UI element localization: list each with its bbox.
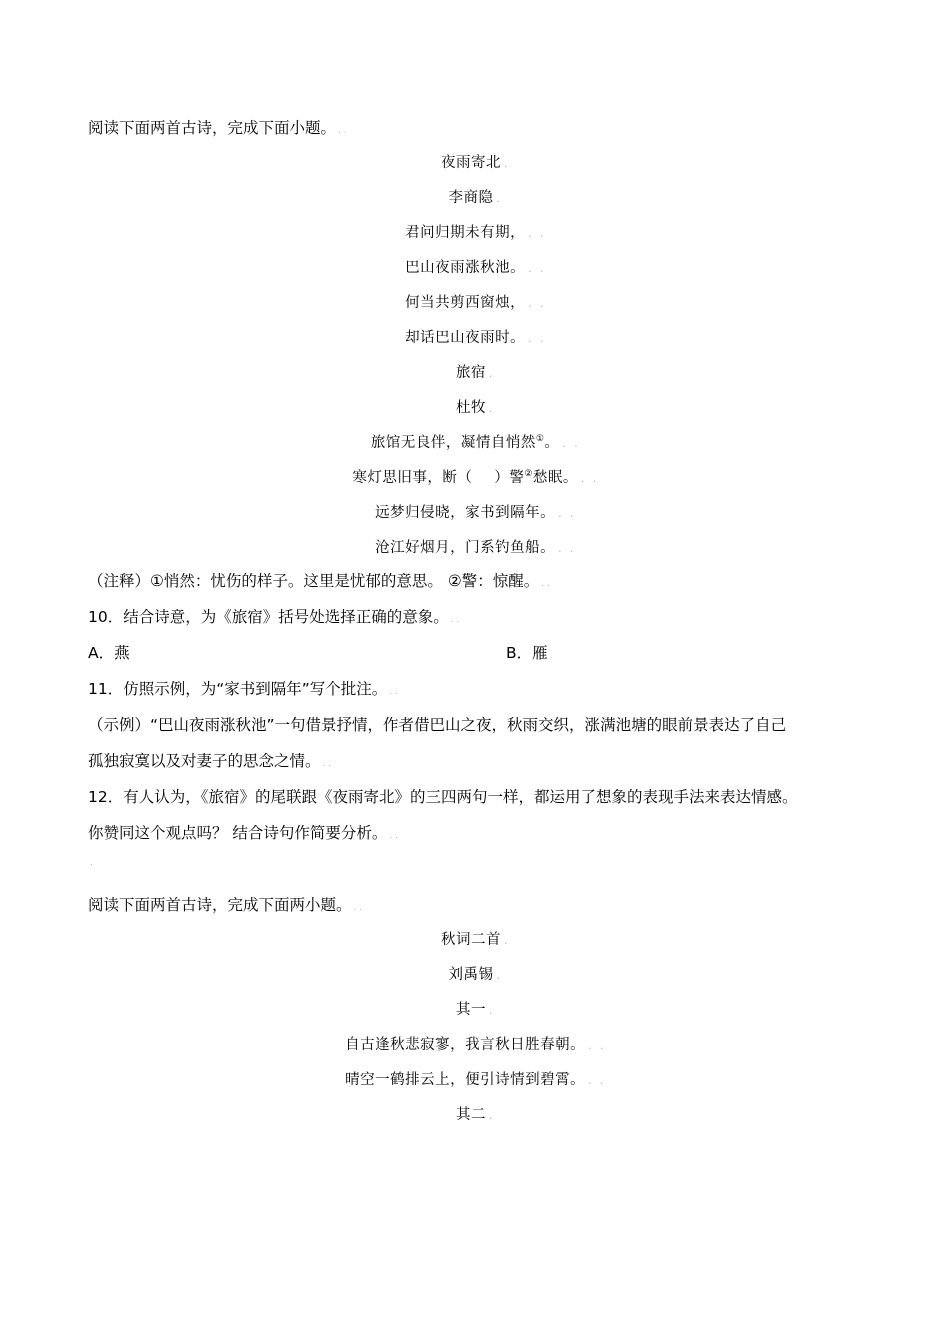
poem-line: 何当共剪西窗烛， . . — [405, 295, 545, 311]
poem-part-heading: 其一 . — [456, 1002, 494, 1018]
question-11: 11．仿照示例，为“家书到隔年”写个批注。 . . — [88, 680, 398, 698]
poem-author: 李商隐 . — [448, 190, 502, 206]
poem-line: 巴山夜雨涨秋池。 . . — [405, 260, 545, 276]
poem-line: 君问归期未有期， . . — [405, 225, 545, 241]
paragraph-mark: . — [90, 858, 93, 868]
question-12: 12．有人认为，《旅宿》的尾联跟《夜雨寄北》的三四两句一样，都运用了想象的表现手法来表达情感。 — [88, 788, 798, 806]
poem-title: 夜雨寄北 . — [441, 155, 509, 171]
poem-line: 远梦归侵晓，家书到隔年。 . . — [375, 505, 575, 521]
option-a[interactable]: A．燕 — [88, 644, 130, 662]
section-intro: 阅读下面两首古诗，完成下面两小题。 . . — [88, 896, 363, 914]
section-intro: 阅读下面两首古诗，完成下面小题。 . . — [88, 119, 347, 137]
poem-line: 旅馆无良伴，凝情自悄然①。 . . — [370, 434, 580, 451]
poem-author: 刘禹锡 . — [448, 967, 502, 983]
poem-author: 杜牧 . — [456, 400, 494, 416]
poem-title: 秋词二首 . — [441, 932, 509, 948]
option-b[interactable]: B．雁 . — [506, 644, 553, 662]
poem-part-heading: 其二 . — [456, 1107, 494, 1123]
annotation-note: （注释）①悄然：忧伤的样子。这里是忧郁的意思。 ②警：惊醒。 . . — [88, 572, 550, 590]
poem-line: 却话巴山夜雨时。 . . — [405, 330, 545, 346]
question-12: 你赞同这个观点吗？ 结合诗句作简要分析。 . . — [88, 824, 399, 842]
poem-line-with-blank: 寒灯思旧事，断（ ）警②愁眠。 . . — [352, 469, 598, 486]
question-11-example: （示例）“巴山夜雨涨秋池”一句借景抒情，作者借巴山之夜，秋雨交织，涨满池塘的眼前景表达了自己 — [88, 716, 787, 734]
poem-line: 沧江好烟月，门系钓鱼船。 . . — [375, 540, 575, 556]
poem-line: 晴空一鹤排云上，便引诗情到碧霄。 . . — [345, 1072, 605, 1088]
poem-title: 旅宿 . — [456, 365, 494, 381]
question-11-example: 孤独寂寞以及对妻子的思念之情。 . . — [88, 752, 332, 770]
question-10: 10．结合诗意，为《旅宿》括号处选择正确的意象。 . . — [88, 608, 460, 626]
poem-line: 自古逢秋悲寂寥，我言秋日胜春朝。 . . — [345, 1037, 605, 1053]
question-10-options — [88, 643, 553, 663]
